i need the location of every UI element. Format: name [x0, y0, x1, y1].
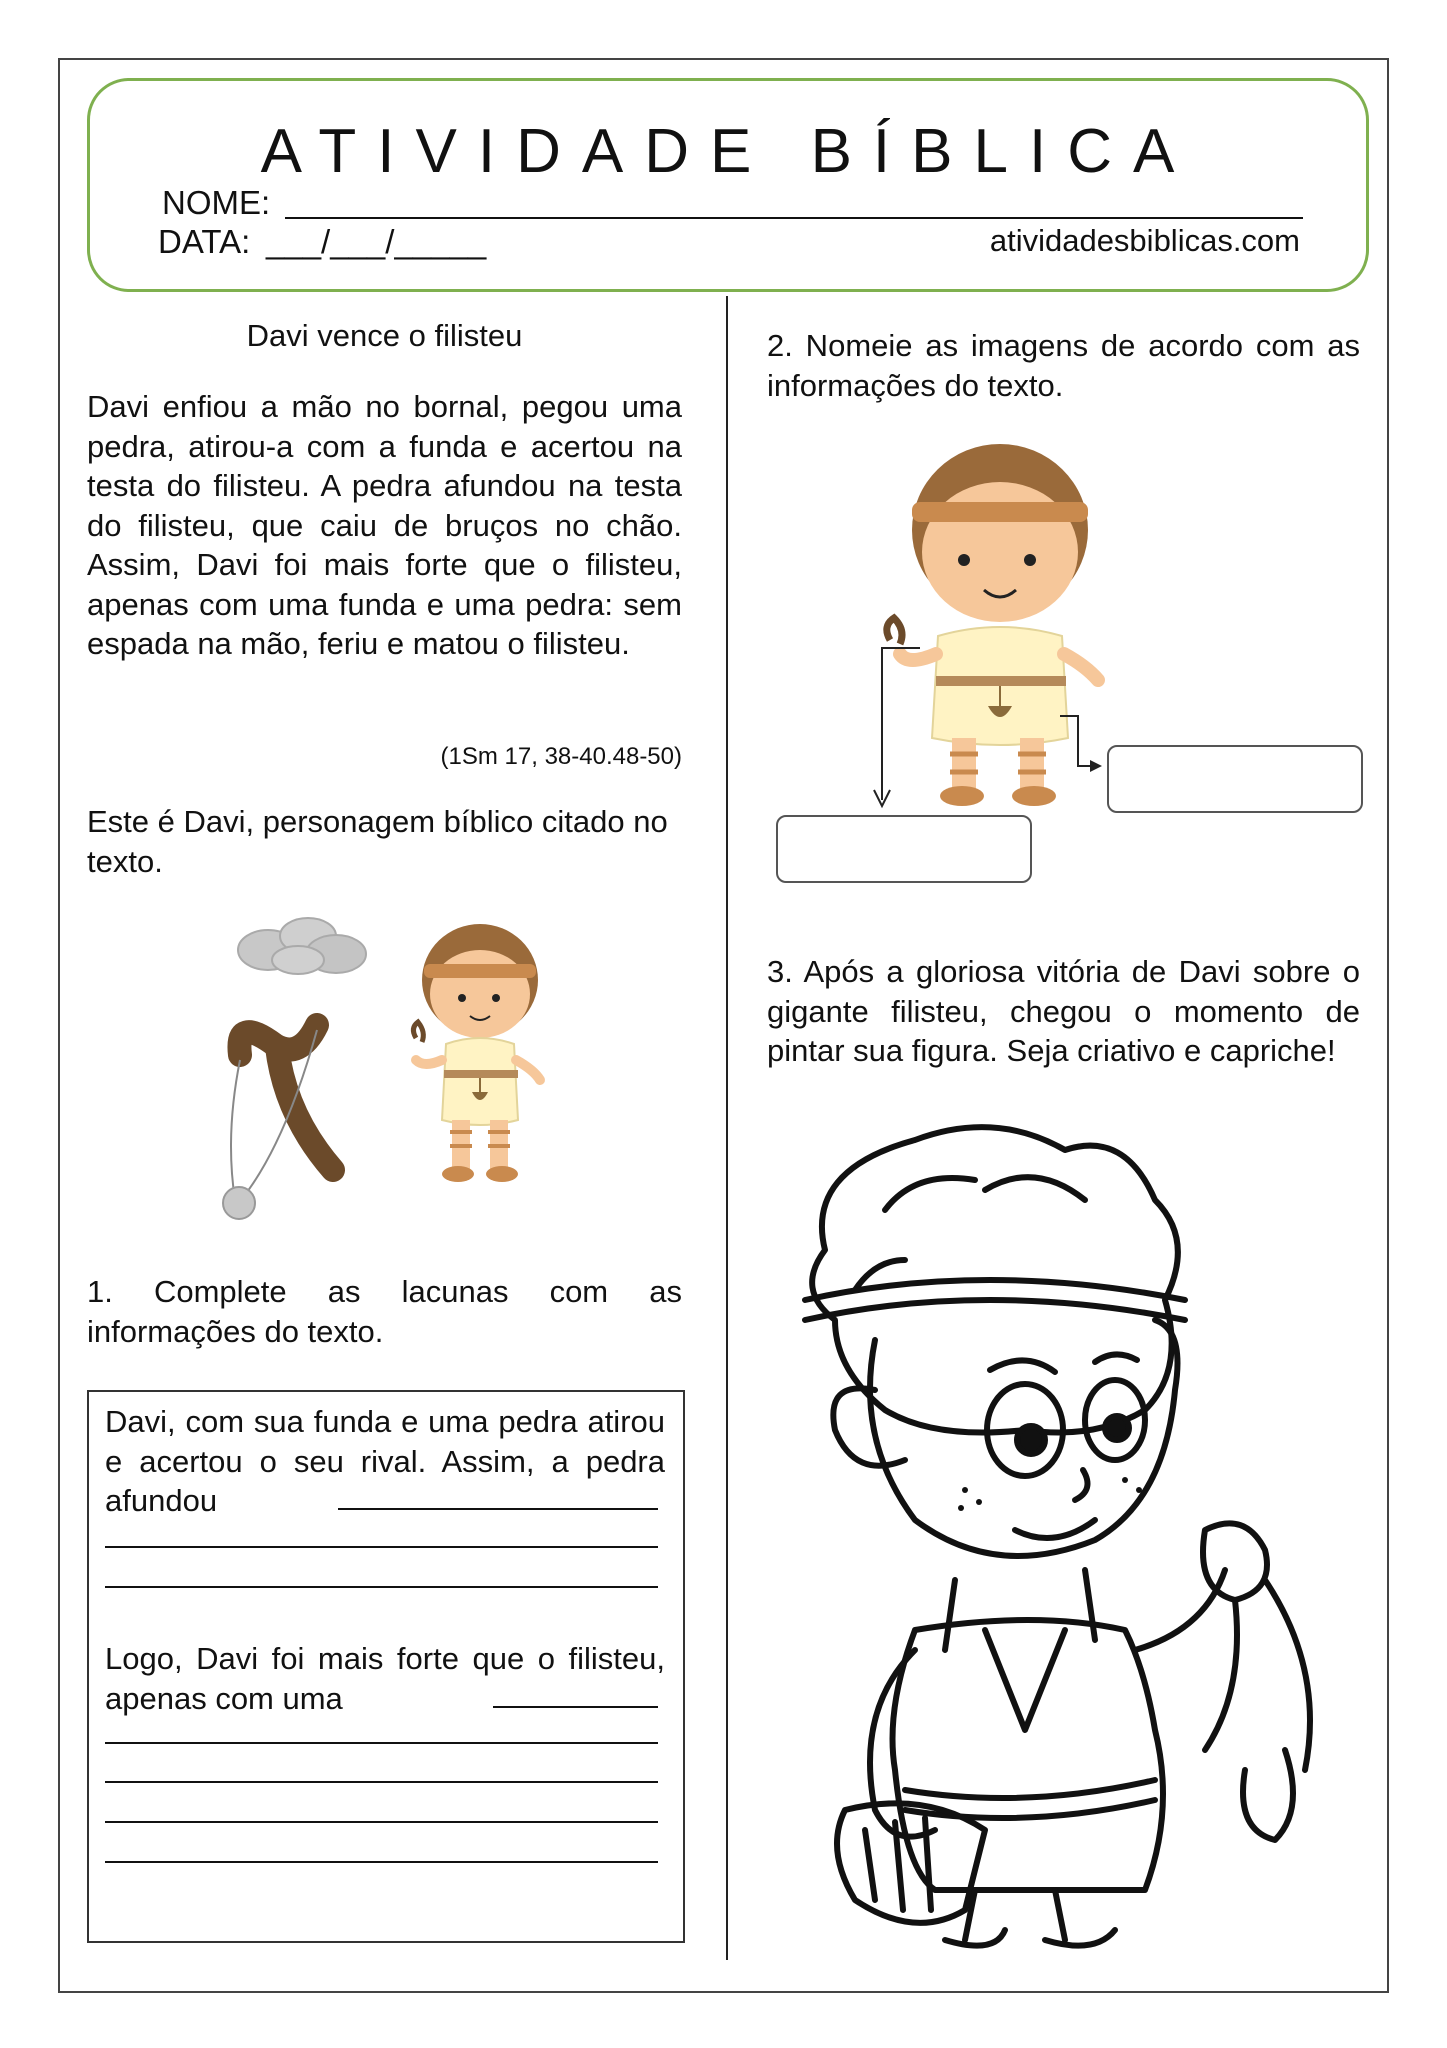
intro-text: Este é Davi, personagem bíblico citado no texto.: [87, 804, 668, 879]
answer-line-3[interactable]: [105, 1586, 658, 1588]
name-line[interactable]: [285, 217, 1303, 219]
website: atividadesbiblicas.com: [989, 223, 1300, 258]
question-2: 2. Nomeie as imagens de acordo com as informações do texto.: [767, 328, 1360, 403]
question-1: 1. Complete as lacunas com as informações do texto.: [87, 1274, 682, 1349]
header-box: [87, 78, 1369, 292]
story-text: Davi enfiou a mão no bornal, pegou uma pedra, atirou-a com a funda e acertou na testa do filisteu. A pedra afundou na testa do filisteu, que caiu de bruços no chão. Assim, Davi foi mais forte que o filisteu, apenas com uma funda e uma pedra: sem espada na mão, feriu e matou o filisteu.: [87, 389, 682, 661]
label-box-bag[interactable]: [1107, 745, 1363, 813]
box-text-1: Davi, com sua funda e uma pedra atirou e acertou o seu rival. Assim, a pedra afundou: [105, 1404, 665, 1518]
answer-line-5[interactable]: [105, 1742, 658, 1744]
answer-line-8[interactable]: [105, 1861, 658, 1863]
box-text-2: Logo, Davi foi mais forte que o filisteu, apenas com uma: [105, 1641, 665, 1716]
answer-line-6[interactable]: [105, 1781, 658, 1783]
question-3: 3. Após a gloriosa vitória de Davi sobre o gigante filisteu, chegou o momento de pintar sua figura. Seja criativo e capriche!: [767, 954, 1360, 1068]
label-box-slingshot[interactable]: [776, 815, 1032, 883]
answer-line-1[interactable]: [338, 1508, 658, 1510]
slingshot-illustration: [205, 1005, 355, 1225]
answer-line-2[interactable]: [105, 1546, 658, 1548]
bible-reference: (1Sm 17, 38-40.48-50): [440, 743, 682, 770]
date-blanks[interactable]: ___/___/_____: [266, 223, 487, 260]
column-divider: [726, 296, 728, 1960]
stones-illustration: [236, 914, 368, 976]
label-arrows: [870, 640, 1110, 810]
davi-cartoon-illustration: [396, 920, 556, 1195]
page-title: ATIVIDADE BÍBLICA: [260, 117, 1196, 186]
davi-coloring-illustration: [765, 1110, 1365, 1950]
date-label: DATA:: [158, 223, 251, 260]
story-title: Davi vence o filisteu: [246, 318, 523, 353]
answer-line-7[interactable]: [105, 1821, 658, 1823]
answer-line-4[interactable]: [493, 1706, 658, 1708]
name-label: NOME:: [162, 184, 271, 221]
